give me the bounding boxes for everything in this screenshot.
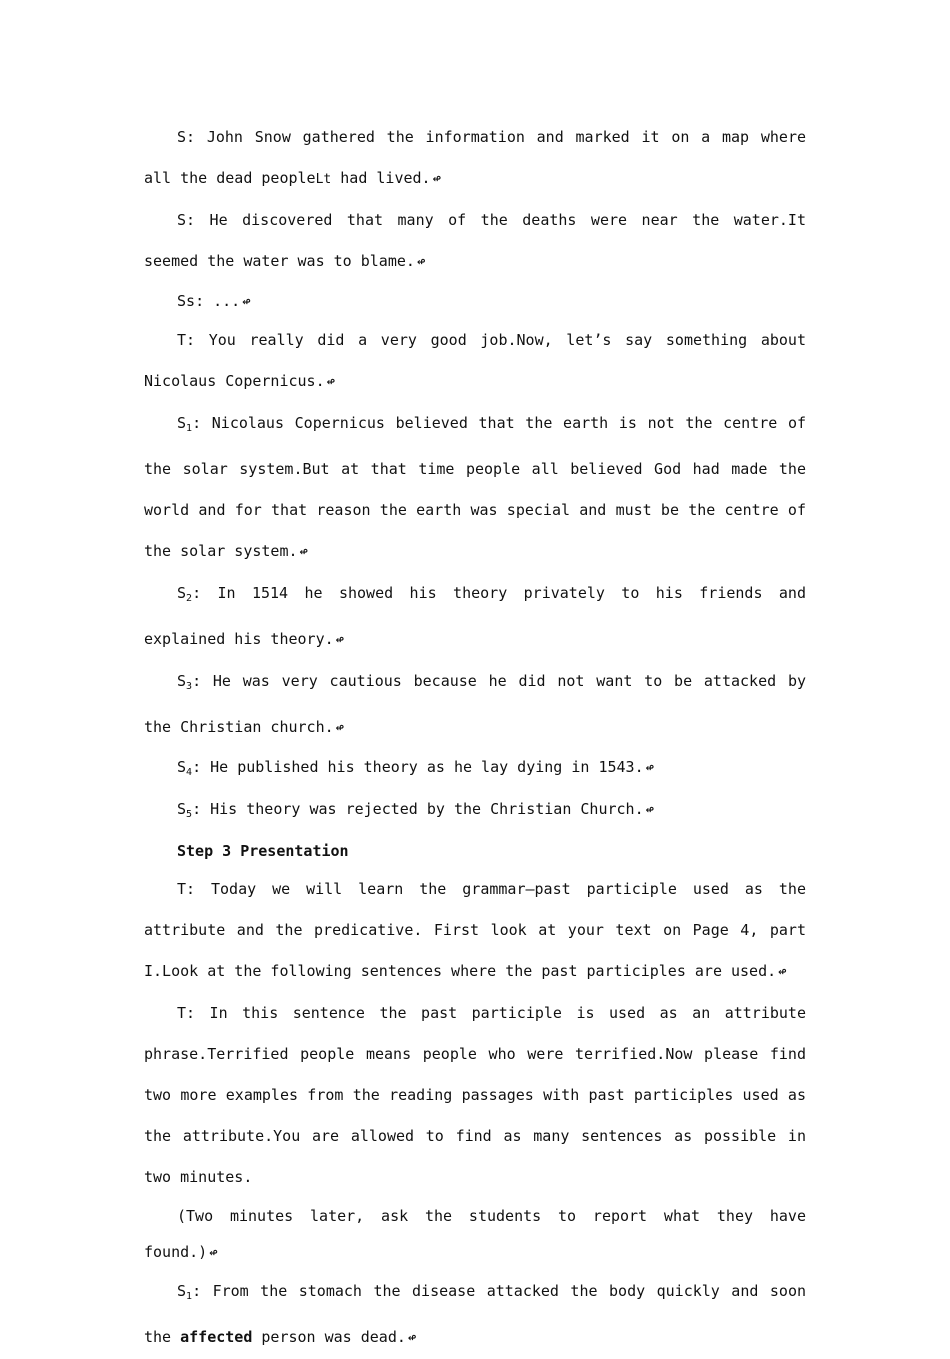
speaker-label: S: [177, 758, 187, 776]
speaker-label: S: [177, 800, 187, 818]
bold-word: affected: [180, 1328, 253, 1346]
paragraph-text: : From the stomach the disease attacked the body quickly and soon the: [144, 1282, 806, 1346]
paragraph-text: : He was very cautious because he did not want to be attacked by the Christian church.: [144, 672, 806, 736]
paragraph-end-icon: ↫: [645, 802, 655, 818]
paragraph: [144, 117, 806, 200]
speaker-label: T: [177, 880, 187, 898]
section-heading: [144, 833, 806, 869]
paragraph: [144, 200, 806, 283]
paragraph-text: : In 1514 he showed his theory privately to his friends and explained his theory.: [144, 584, 806, 648]
paragraph: [144, 1271, 806, 1359]
speaker-subscript: 4: [186, 767, 193, 778]
paragraph-end-icon: ↫: [326, 374, 336, 390]
paragraph-end-icon: ↫: [407, 1330, 417, 1346]
paragraph-text: : John Snow gathered the information and marked it on a map where all the dead people: [144, 128, 806, 187]
paragraph: [144, 403, 806, 573]
paragraph: [144, 869, 806, 993]
paragraph-text: (Two minutes later, ask the students to report what they have found.): [144, 1207, 806, 1261]
paragraph: [144, 791, 806, 833]
paragraph-end-icon: ↫: [778, 964, 787, 980]
paragraph-end-icon: ↫: [335, 632, 345, 648]
speaker-subscript: 1: [186, 1291, 193, 1302]
paragraph: [144, 993, 806, 1198]
speaker-label: S: [177, 672, 187, 690]
speaker-subscript: 1: [186, 423, 193, 434]
paragraph-text: : He discovered that many of the deaths were near the water.It seemed the water was to blame.: [144, 211, 806, 270]
paragraph-end-icon: ↫: [416, 254, 426, 270]
paragraph: [144, 749, 806, 791]
paragraph-end-icon: ↫: [242, 294, 251, 310]
stray-mark: Lt: [315, 172, 332, 187]
paragraph-end-icon: ↫: [432, 171, 442, 187]
paragraph: [144, 1198, 806, 1271]
paragraph-text: had lived.: [331, 169, 431, 187]
speaker-label: S: [177, 1282, 187, 1300]
heading-text: Step 3 Presentation: [177, 842, 349, 860]
paragraph-text: : His theory was rejected by the Christian Church.: [192, 800, 644, 818]
paragraph-text: : Nicolaus Copernicus believed that the earth is not the centre of the solar system.But at that time people all believed God had made the world and for that reason the earth was special and must be the centre of the solar system.: [144, 414, 806, 560]
speaker-subscript: 2: [186, 593, 193, 604]
paragraph: [144, 320, 806, 403]
speaker-label: S: [177, 414, 187, 432]
paragraph-text: : He published his theory as he lay dying in 1543.: [192, 758, 644, 776]
speaker-label: T: [177, 1004, 187, 1022]
paragraph: [144, 661, 806, 749]
speaker-label: S: [177, 128, 187, 146]
paragraph-text: : Today we will learn the grammar—past participle used as the attribute and the predicative. First look at your text on Page 4, part I.Look at the following sentences where the past participles are used.: [144, 880, 806, 980]
paragraph-end-icon: ↫: [299, 544, 308, 560]
paragraph-end-icon: ↫: [209, 1245, 218, 1261]
document-body: [144, 117, 806, 1359]
speaker-label: Ss: [177, 292, 196, 310]
paragraph-text: : In this sentence the past participle is used as an attribute phrase.Terrified people means people who were terrified.Now please find two more examples from the reading passages with past participles used as the attribute.You are allowed to find as many sentences as possible in two minutes.: [144, 1004, 806, 1186]
paragraph-end-icon: ↫: [645, 760, 655, 776]
paragraph-text: : You really did a very good job.Now, let’s say something about Nicolaus Copernicus.: [144, 331, 806, 390]
paragraph: [144, 283, 806, 320]
paragraph-text: person was dead.: [252, 1328, 406, 1346]
speaker-subscript: 5: [186, 809, 193, 820]
speaker-label: T: [177, 331, 187, 349]
paragraph-end-icon: ↫: [335, 720, 345, 736]
paragraph: [144, 573, 806, 661]
paragraph-text: : ...: [195, 292, 241, 310]
speaker-subscript: 3: [186, 681, 193, 692]
speaker-label: S: [177, 584, 187, 602]
speaker-label: S: [177, 211, 187, 229]
